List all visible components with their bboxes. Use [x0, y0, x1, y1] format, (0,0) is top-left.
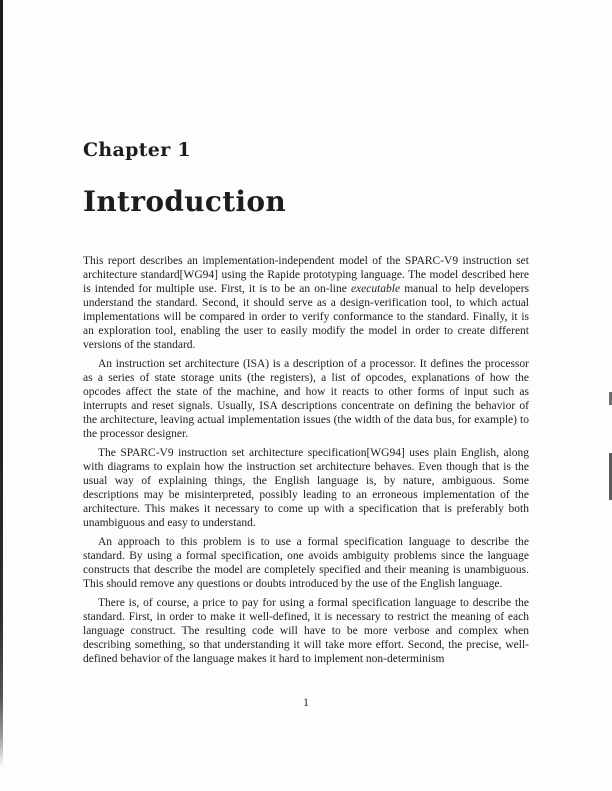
- scan-edge-left-artifact: [0, 0, 3, 791]
- paragraph: There is, of course, a price to pay for using a formal specification language to describe the standard. First, in order to make it well-defined, it is necessary to restrict the meaning of each language construct. The resulting code will have to be more verbose and complex when describing something, so that understanding it will take more effort. Second, the precise, well-defined behavior of the language makes it hard to implement non-determinism: [83, 597, 529, 665]
- paragraph: An approach to this problem is to use a formal specification language to describe the standard. By using a formal specification, one avoids ambiguity problems since the language constructs that describe the model are completely specified and their meaning is unambiguous. This should remove any questions or doubts introduced by the use of the English language.: [83, 536, 529, 590]
- paragraph: The SPARC-V9 instruction set architecture specification[WG94] uses plain English, along with diagrams to explain how the instruction set architecture behaves. Even though that is the usual way of explaining things, the English language is, by nature, ambiguous. Some descriptions may be misinterpreted, possibly leading to an erroneous implementation of the architecture. This makes it necessary to come up with a specification that is preferably both unambiguous and easy to understand.: [83, 447, 529, 529]
- page-content: [83, 139, 529, 671]
- page-title: Introduction: [83, 185, 287, 218]
- page-number: 1: [303, 697, 309, 709]
- body-text: [83, 254, 529, 666]
- paragraph: This report describes an implementation-independent model of the SPARC-V9 instruction set architecture standard[WG94] using the Rapide prototyping language. The model described here is intended for multiple use. First, it is to be an on-line executable manual to help developers understand the standard. Second, it should serve as a design-verification tool, to which actual implementations will be compared in order to verify conformance to the standard. Finally, it is an exploration tool, enabling the user to easily modify the model in order to create different versions of the standard.: [83, 255, 530, 351]
- paragraph: An instruction set architecture (ISA) is a description of a processor. It defines the processor as a series of state storage units (the registers), a list of opcodes, explanations of how the opcodes affect the state of the machine, and how it reacts to other forms of input such as interrupts and reset signals. Usually, ISA descriptions concentrate on defining the behavior of the architecture, leaving actual implementation issues (the width of the data bus, for example) to the processor designer.: [83, 358, 529, 440]
- chapter-label: Chapter 1: [83, 139, 191, 161]
